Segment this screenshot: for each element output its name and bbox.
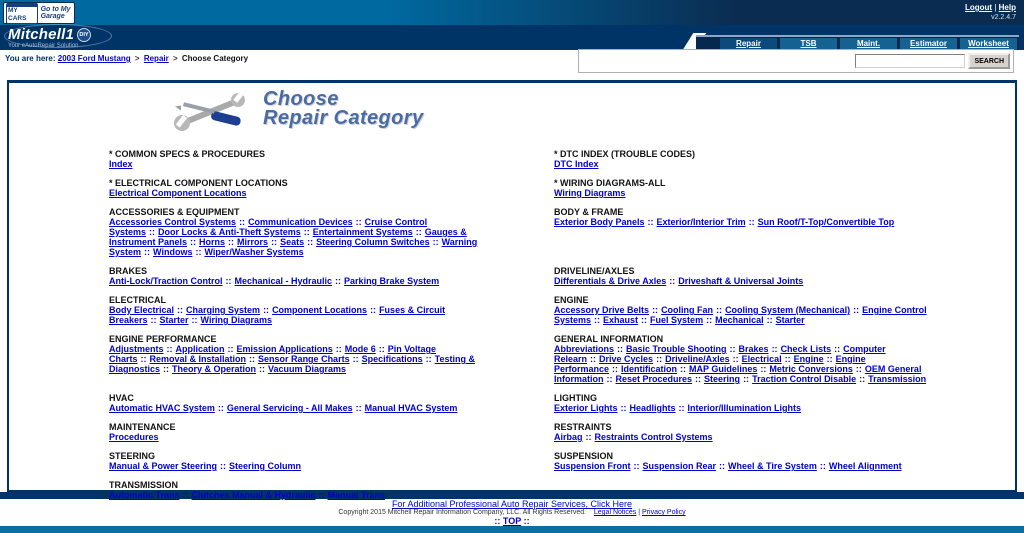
category-link[interactable]: Reset Procedures [615,374,693,384]
category-link[interactable]: Testing & Diagnostics [109,354,475,374]
category-link[interactable]: Accessory Drive Belts [554,305,650,315]
category-section [512,334,1015,384]
category-link[interactable]: Removal & Installation [149,354,247,364]
category-link[interactable]: Fuel System [650,315,704,325]
link-separator: :: [678,403,685,413]
category-link[interactable]: Cruise Control Systems [109,217,428,237]
breadcrumb-prefix: You are here: [5,54,56,63]
category-link[interactable]: Exterior Lights [554,403,618,413]
search-input[interactable] [855,54,965,68]
category-section [512,207,1015,257]
tab-estimator[interactable]: Estimator [900,38,957,50]
section-heading: ENGINE PERFORMANCE [109,334,217,344]
link-separator: :: [748,217,755,227]
category-link[interactable]: Door Locks & Anti-Theft Systems [158,227,301,237]
category-section [9,207,512,257]
category-link[interactable]: Index [109,159,133,169]
category-link[interactable]: Exterior/Interior Trim [656,217,746,227]
link-separator: :: [149,227,156,237]
link-separator: :: [620,403,627,413]
category-link[interactable]: Metric Conversions [769,364,853,374]
category-link[interactable]: Cooling System (Mechanical) [725,305,851,315]
privacy-policy-link[interactable]: Privacy Policy [642,509,686,516]
link-separator: :: [585,432,592,442]
category-link[interactable]: Electrical [741,354,782,364]
category-link[interactable]: Charging System [186,305,261,315]
category-link[interactable]: Brakes [738,344,769,354]
section-heading: BRAKES [109,266,148,276]
link-separator: :: [249,354,256,364]
category-link[interactable]: Accessories Control Systems [109,217,237,227]
category-link[interactable]: Driveline/Axles [665,354,730,364]
category-link[interactable]: Wheel Alignment [828,461,902,471]
link-separator: :: [144,247,151,257]
category-link[interactable]: Wiring Diagrams [554,188,626,198]
diy-badge-icon: DIY [77,28,91,42]
link-separator: :: [352,354,359,364]
link-separator: :: [271,237,278,247]
link-separator: :: [177,305,184,315]
category-link[interactable]: Restraints Control Systems [594,432,713,442]
category-section [9,178,512,198]
footer [0,499,1024,526]
link-separator: :: [140,354,147,364]
link-separator: :: [732,354,739,364]
category-link[interactable]: Communication Devices [248,217,353,227]
link-separator: :: [606,374,613,384]
category-link[interactable]: Exhaust [603,315,639,325]
link-separator: :: [834,344,841,354]
category-link[interactable]: Seats [280,237,305,247]
link-separator: :: [150,315,157,325]
link-separator: :: [766,315,773,325]
brand-bar [0,25,1024,50]
mitchell1-logo [8,26,91,49]
page-title: Choose Repair Category [263,88,424,129]
help-link[interactable]: Help [998,3,1016,12]
breadcrumb-link-vehicle[interactable]: 2003 Ford Mustang [57,54,131,63]
link-separator: :: [633,461,640,471]
category-link[interactable]: Specifications [361,354,423,364]
category-link[interactable]: Manual Trans [327,490,386,500]
category-link[interactable]: Entertainment Systems [312,227,413,237]
section-heading: ENGINE [554,295,589,305]
category-link[interactable]: Wiper/Washer Systems [204,247,304,257]
categories-grid [9,149,1015,500]
header-divider: | [994,3,997,12]
link-separator: :: [195,247,202,257]
search-button[interactable]: SEARCH [968,53,1010,69]
link-separator: :: [415,227,422,237]
logo-tagline: Your eAutoRepair Solution [8,43,79,49]
link-separator: :: [378,344,385,354]
section-heading: GENERAL INFORMATION [554,334,664,344]
category-link[interactable]: Check Lists [780,344,832,354]
category-link[interactable]: Cooling Fan [661,305,714,315]
category-link[interactable]: Wiring Diagrams [200,315,272,325]
link-separator: :: [729,344,736,354]
link-separator: :: [225,276,232,286]
link-separator: :: [656,354,663,364]
category-link[interactable]: Windows [153,247,193,257]
category-link[interactable]: Sensor Range Charts [258,354,350,364]
category-link[interactable]: Automatic HVAC System [109,403,215,413]
category-link[interactable]: Starter [775,315,805,325]
link-separator: :: [719,461,726,471]
link-separator: :: [263,305,270,315]
section-heading: * ELECTRICAL COMPONENT LOCATIONS [109,178,288,188]
category-link[interactable]: Mechanical [715,315,764,325]
link-separator: :: [303,227,310,237]
link-separator: :: [743,374,750,384]
link-separator: :: [819,461,826,471]
link-separator: :: [853,305,860,315]
link-separator: :: [370,305,377,315]
category-section [512,451,1015,471]
tab-tsb[interactable]: TSB [780,38,837,50]
category-link[interactable]: Emission Applications [236,344,333,354]
breadcrumb-current: Choose Category [181,54,249,63]
category-link[interactable]: Suspension Rear [642,461,717,471]
section-heading: RESTRAINTS [554,422,612,432]
category-link[interactable]: Airbag [554,432,583,442]
category-link[interactable]: Steering Column [229,461,302,471]
legal-notices-link[interactable]: Legal Notices [593,509,637,516]
category-section [512,266,1015,286]
section-heading: * COMMON SPECS & PROCEDURES [109,149,266,159]
category-link[interactable]: Transmission [868,374,927,384]
category-link[interactable]: Headlights [629,403,676,413]
section-heading: ELECTRICAL [109,295,166,305]
section-heading: DRIVELINE/AXLES [554,266,635,276]
top-prefix: :: [494,516,501,526]
copyright-text: Copyright 2015 Mitchell Repair Information Company, LLC. All Rights Reserved. [338,509,587,516]
top-bar [0,0,1024,25]
category-link[interactable]: DTC Index [554,159,599,169]
category-section [9,334,512,384]
category-link[interactable]: Manual HVAC System [364,403,458,413]
breadcrumb-separator: > [172,54,178,63]
link-separator: :: [706,315,713,325]
category-link[interactable]: Wheel & Tire System [728,461,817,471]
category-link[interactable]: Starter [159,315,189,325]
section-heading: LIGHTING [554,393,597,403]
category-link[interactable]: Identification [621,364,678,374]
category-link[interactable]: Procedures [109,432,159,442]
section-heading: STEERING [109,451,156,461]
category-link[interactable]: Fuses & Circuit Breakers [109,305,446,325]
link-separator: :: [335,344,342,354]
link-separator: :: [760,364,767,374]
section-heading: BODY & FRAME [554,207,624,217]
category-link[interactable]: Pin Voltage Charts [109,344,437,364]
footer-teal-bar [0,526,1024,533]
link-separator: :: [228,237,235,247]
main-content-box [7,80,1017,500]
link-separator: :: [425,354,432,364]
category-link[interactable]: Driveshaft & Universal Joints [678,276,804,286]
category-link[interactable]: Parking Brake System [344,276,440,286]
section-heading: ACCESSORIES & EQUIPMENT [109,207,240,217]
link-separator: :: [220,461,227,471]
top-link[interactable]: TOP [502,516,522,526]
category-link[interactable]: Engine Performance [554,354,866,374]
link-separator: :: [239,217,246,227]
logo-text: Mitchell1 [8,26,74,43]
crossed-tools-icon [171,90,249,139]
link-separator: :: [355,403,362,413]
link-separator: :: [355,217,362,227]
link-separator: :: [182,490,189,500]
category-link[interactable]: MAP Guidelines [689,364,758,374]
category-link[interactable]: Traction Control Disable [752,374,857,384]
link-separator: :: [594,315,601,325]
license-plate-icon: MY CARS [6,3,38,24]
category-section [9,295,512,325]
link-separator: :: [695,374,702,384]
category-link[interactable]: Differentials & Drive Axles [554,276,667,286]
category-section [9,422,512,442]
category-link[interactable]: Component Locations [272,305,368,315]
my-cars-button[interactable] [3,2,75,24]
tab-strip [696,35,1019,50]
link-separator: :: [771,344,778,354]
category-link[interactable]: Clutches Manual & Hydraulic [191,490,316,500]
link-separator: :: [669,276,676,286]
link-separator: :: [859,374,866,384]
category-section [512,149,1015,169]
section-heading: SUSPENSION [554,451,614,461]
category-link[interactable]: Engine Control Systems [554,305,927,325]
link-separator: :: [163,364,170,374]
category-link[interactable]: Body Electrical [109,305,175,315]
category-link[interactable]: Exterior Body Panels [554,217,645,227]
category-link[interactable]: Interior/Illumination Lights [687,403,802,413]
category-section [9,480,512,500]
category-link[interactable]: Gauges & Instrument Panels [109,227,467,247]
link-separator: :: [784,354,791,364]
category-section [512,480,1015,500]
footer-divider: | [638,509,641,516]
link-separator: :: [307,237,314,247]
category-link[interactable]: General Servicing - All Makes [226,403,353,413]
category-section [512,178,1015,198]
category-section [9,451,512,471]
link-separator: :: [716,305,723,315]
category-section [9,266,512,286]
section-heading: TRANSMISSION [109,480,179,490]
version-label: v2.2.4.7 [991,14,1016,21]
category-link[interactable]: Warning System [109,237,478,257]
category-link[interactable]: Vacuum Diagrams [268,364,347,374]
link-separator: :: [590,354,597,364]
category-link[interactable]: OEM General Information [554,364,922,384]
category-section [9,393,512,413]
link-separator: :: [217,403,224,413]
tab-worksheet[interactable]: Worksheet [960,38,1017,50]
link-separator: :: [612,364,619,374]
link-separator: :: [166,344,173,354]
category-link[interactable]: Application [175,344,225,354]
link-separator: :: [617,344,624,354]
category-link[interactable]: Sun Roof/T-Top/Convertible Top [757,217,895,227]
section-heading: * DTC INDEX (TROUBLE CODES) [554,149,696,159]
section-heading: HVAC [109,393,134,403]
category-section [512,295,1015,325]
category-link[interactable]: Adjustments [109,344,164,354]
category-link[interactable]: Anti-Lock/Traction Control [109,276,223,286]
category-link[interactable]: Mirrors [237,237,269,247]
category-link[interactable]: Manual & Power Steering [109,461,218,471]
section-heading: MAINTENANCE [109,422,176,432]
category-link[interactable]: Engine [793,354,824,364]
category-link[interactable]: Mechanical - Hydraulic [234,276,333,286]
category-section [9,149,512,169]
link-separator: :: [855,364,862,374]
category-link[interactable]: Suspension Front [554,461,631,471]
link-separator: :: [190,237,197,247]
category-link[interactable]: Horns [199,237,226,247]
category-link[interactable]: Mode 6 [344,344,376,354]
category-section [512,422,1015,442]
category-link[interactable]: Automatic Trans [109,490,180,500]
link-separator: :: [641,315,648,325]
link-separator: :: [259,364,266,374]
category-link[interactable]: Steering Column Switches [316,237,430,247]
link-separator: :: [335,276,342,286]
category-link[interactable]: Steering [704,374,741,384]
category-section [512,393,1015,413]
search-panel [578,49,1014,73]
link-separator: :: [826,354,833,364]
category-link[interactable]: Computer Relearn [554,344,886,364]
link-separator: :: [652,305,659,315]
footer-promo-link[interactable]: For Additional Professional Auto Repair Services, Click Here [391,499,633,509]
category-link[interactable]: Drive Cycles [599,354,654,364]
tab-maint[interactable]: Maint. [840,38,897,50]
top-suffix: :: [523,516,530,526]
category-link[interactable]: Basic Trouble Shooting [626,344,727,354]
link-separator: :: [680,364,687,374]
category-link[interactable]: Electrical Component Locations [109,188,247,198]
category-link[interactable]: Theory & Operation [172,364,257,374]
link-separator: :: [191,315,198,325]
tab-repair[interactable]: Repair [720,38,777,50]
category-link[interactable]: Abbreviations [554,344,615,354]
link-separator: :: [647,217,654,227]
logout-link[interactable]: Logout [965,3,993,12]
breadcrumb-separator: > [134,54,140,63]
section-heading: * WIRING DIAGRAMS-ALL [554,178,666,188]
link-separator: :: [227,344,234,354]
go-to-my-garage-label: Go to My Garage [40,6,71,20]
link-separator: :: [432,237,439,247]
link-separator: :: [318,490,325,500]
breadcrumb-link-repair[interactable]: Repair [143,54,169,63]
